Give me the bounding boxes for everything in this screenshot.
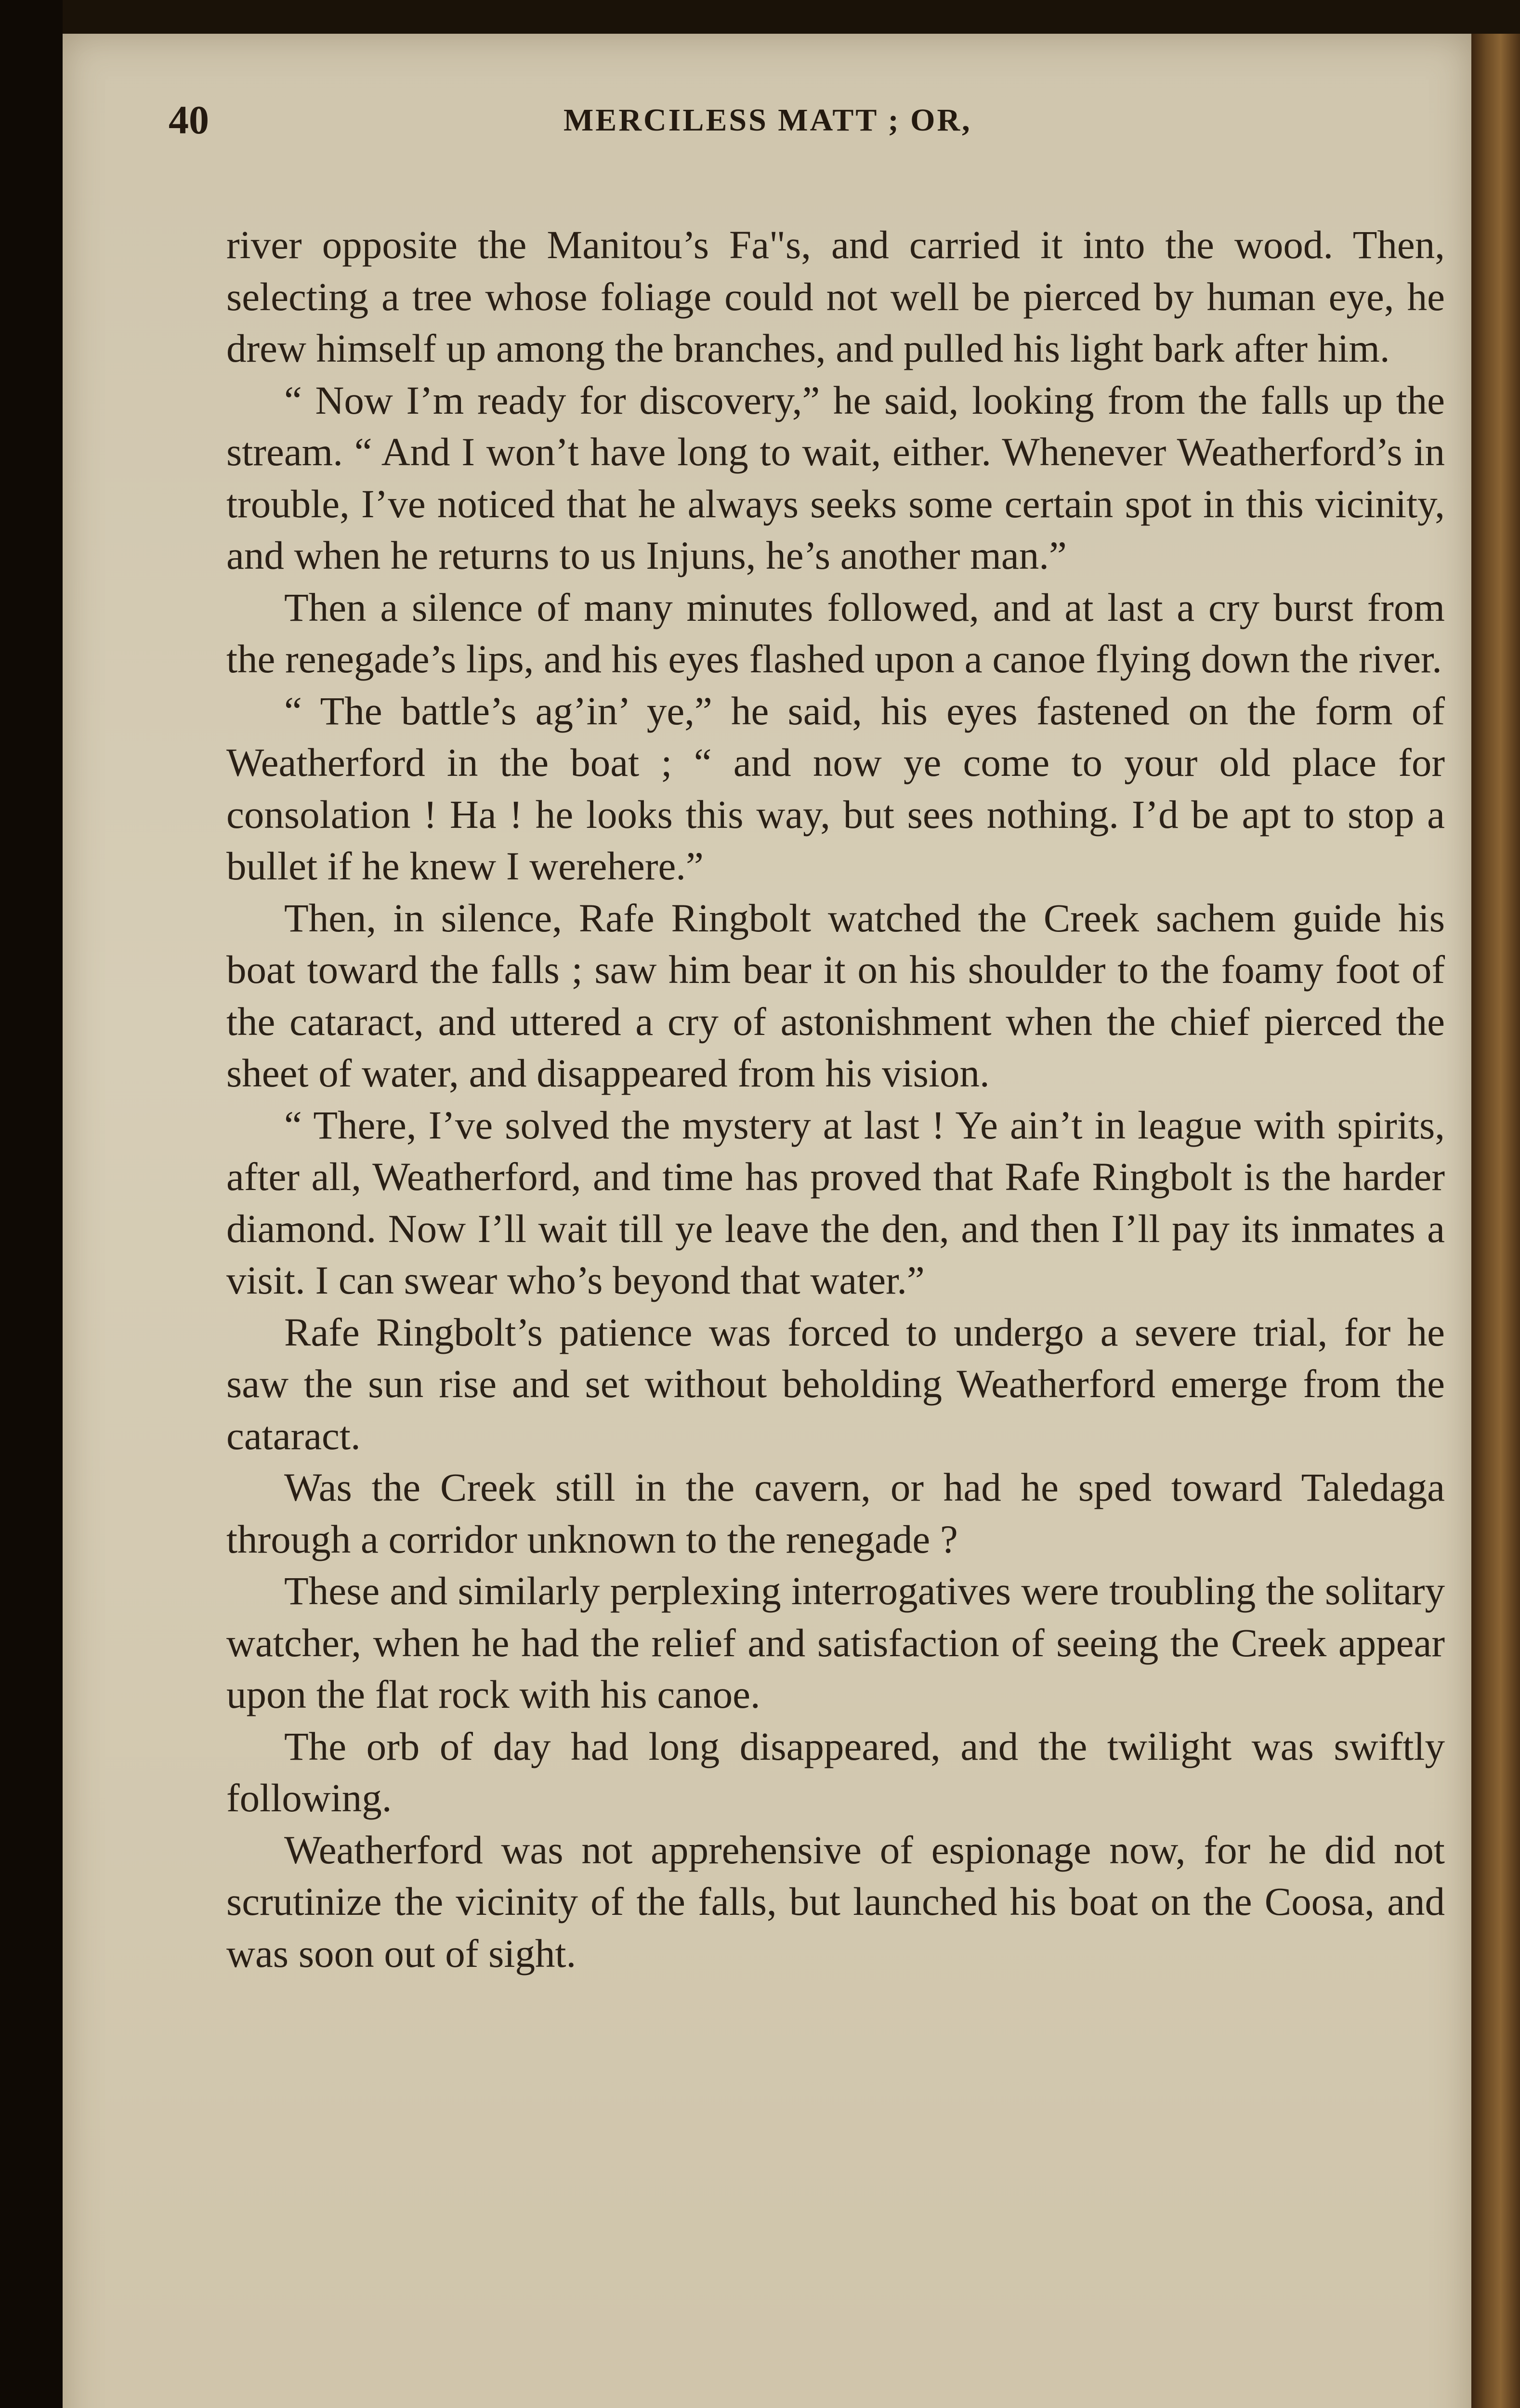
paragraph: “ The battle’s ag’in’ ye,” he said, his eyes fastened on the form of Weatherford in the boat ; “ and now ye come to your old place for consolation ! Ha ! he looks this way, but sees nothing. I’d be apt to stop a bullet if he knew I werehere.” bbox=[226, 688, 1445, 888]
paragraph: The orb of day had long disappeared, and the twilight was swiftly following. bbox=[226, 1724, 1445, 1820]
paragraph: “ There, I’ve solved the mystery at last ! Ye ain’t in league with spirits, after all, Weatherford, and time has proved that Rafe Ringbolt is the harder diamond. Now I’ll wait till ye leave the den, and then I’ll pay its inmates a visit. I can swear who’s beyond that water.” bbox=[226, 1102, 1445, 1302]
paragraph: Was the Creek still in the cavern, or had he sped toward Taledaga through a corridor unknown to the renegade ? bbox=[226, 1465, 1445, 1561]
paragraph: “ Now I’m ready for discovery,” he said, looking from the falls up the stream. “ And I won’t have long to wait, either. Whenever Weatherford’s in trouble, I’ve noticed that he always seeks some certain spot in this vicinity, and when he returns to us Injuns, he’s another man.” bbox=[226, 378, 1445, 577]
page-number: 40 bbox=[169, 98, 209, 143]
paragraph: These and similarly perplexing interrogatives were troubling the solitary watcher, when he had the relief and satisfaction of seeing the Creek appear upon the flat rock with his canoe. bbox=[226, 1569, 1445, 1716]
page-edge bbox=[1471, 34, 1520, 2408]
paragraph: river opposite the Manitou’s Fa"s, and carried it into the wood. Then, selecting a tree whose foliage could not well be pierced by human eye, he drew himself up among the branches, and pulled his light bark after him. bbox=[226, 222, 1445, 370]
paragraph: Then a silence of many minutes followed, and at last a cry burst from the renegade’s lips, and his eyes flashed upon a canoe flying down the river. bbox=[226, 585, 1445, 681]
paragraph: Weatherford was not apprehensive of espionage now, for he did not scrutinize the vicinity of the falls, but launched his boat on the Coosa, and was soon out of sight. bbox=[226, 1827, 1445, 1976]
running-title: MERCILESS MATT ; OR, bbox=[563, 103, 972, 138]
page-header bbox=[169, 92, 1445, 149]
paragraph: Rafe Ringbolt’s patience was forced to undergo a severe trial, for he saw the sun rise and set without beholding Weatherford emerge from the cataract. bbox=[226, 1309, 1445, 1458]
paragraph: Then, in silence, Rafe Ringbolt watched the Creek sachem guide his boat toward the falls ; saw him bear it on his shoulder to the foamy foot of the cataract, and uttered a cry of astonishment when the chief pierced the sheet of water, and disappeared from his vision. bbox=[226, 895, 1445, 1095]
body-text bbox=[226, 219, 1445, 1979]
book-spine-shadow bbox=[0, 0, 63, 2408]
